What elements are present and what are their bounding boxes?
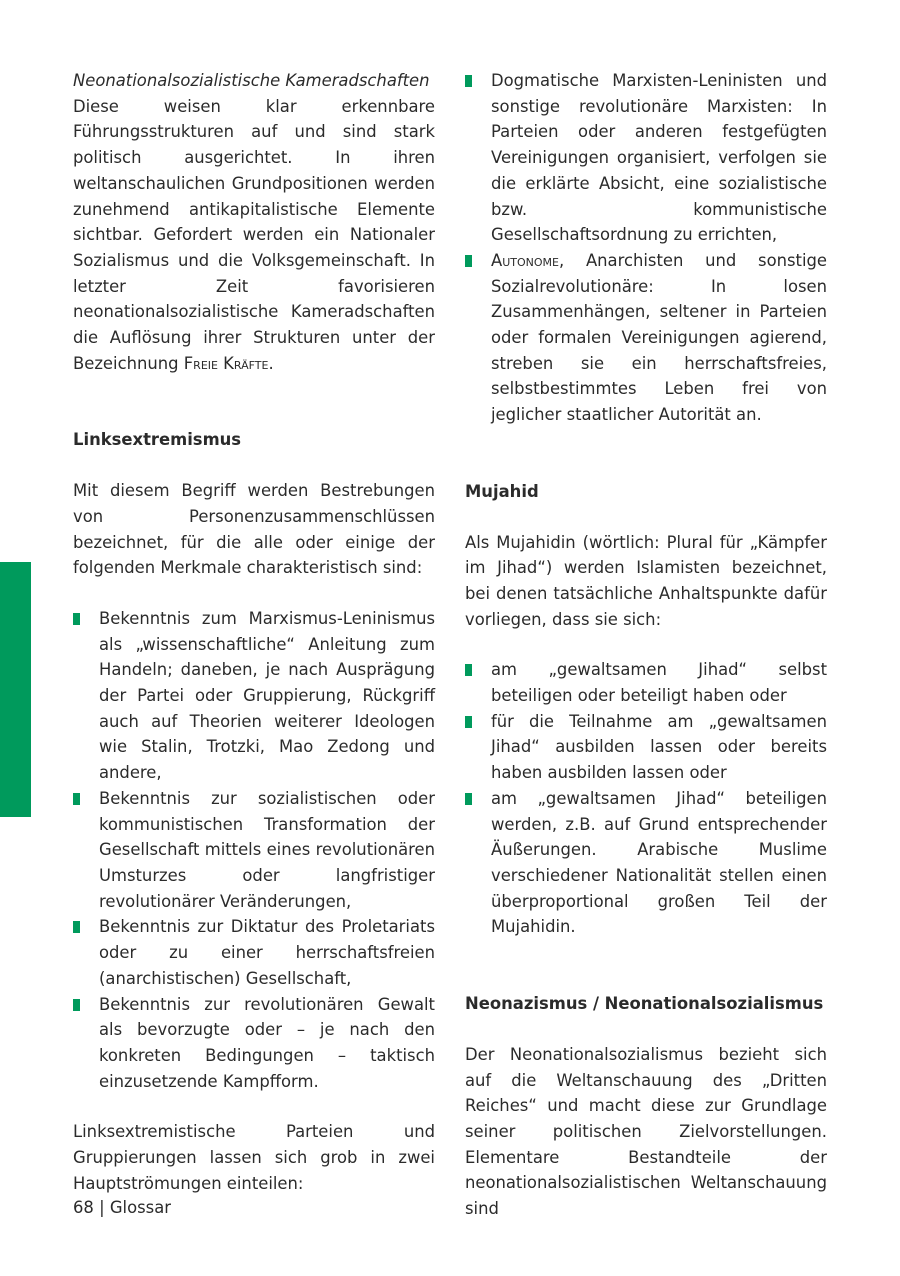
mujahid-heading: Mujahid — [465, 481, 539, 501]
bullet-square-icon — [465, 716, 472, 728]
list-item: Autonome, Anarchisten und sonstige Sozialrevolutionäre: In losen Zusammenhängen, seltener in Parteien oder formalen Vereinigungen agierend, streben sie ein herrschaftsfreies, selbstbestimmtes Leben frei von jeglicher staatlicher Autorität an. — [465, 248, 827, 428]
list-item: Bekenntnis zur revolutionären Gewalt als bevorzugte oder – je nach den konkreten Bedingungen – taktisch einzusetzende Kampfform. — [73, 992, 435, 1095]
bullet-square-icon — [465, 255, 472, 267]
list-item: Bekenntnis zur sozialistischen oder kommunistischen Transformation der Gesellschaft mittels eines revolutionären Umsturzes oder langfristiger revolutionärer Veränderungen, — [73, 786, 435, 915]
section-side-tab — [0, 562, 31, 817]
bullet-square-icon — [465, 75, 472, 87]
footer-separator: | — [99, 1198, 105, 1217]
footer-section: Glossar — [109, 1198, 171, 1217]
list-item: für die Teilnahme am „gewaltsamen Jihad“ ausbilden lassen oder bereits haben ausbilden lassen oder — [465, 709, 827, 786]
list-item: am „gewaltsamen Jihad“ beteiligen werden, z.B. auf Grund entsprechender Äußerungen. Arabische Muslime verschiedener Nationalität stellen einen überproportional großen Teil der Mujahidin. — [465, 786, 827, 940]
bullet-square-icon — [73, 921, 80, 933]
bullet-square-icon — [465, 664, 472, 676]
neonazismus-heading: Neonazismus / Neonationalsozialismus — [465, 994, 824, 1014]
bullet-square-icon — [73, 793, 80, 805]
bullet-square-icon — [73, 613, 80, 625]
linksextremismus-heading: Linksextremismus — [73, 430, 242, 450]
left-column — [73, 68, 435, 1196]
page-number: 68 — [73, 1198, 94, 1217]
right-column — [465, 68, 827, 1222]
bullet-square-icon — [465, 793, 472, 805]
list-item: Bekenntnis zur Diktatur des Proletariats oder zu einer herrschaftsfreien (anarchistischen) Gesellschaft, — [73, 914, 435, 991]
linksextremismus-list — [73, 606, 435, 1094]
list-item: am „gewaltsamen Jihad“ selbst beteiligen oder beteiligt haben oder — [465, 657, 827, 708]
hauptstroemungen-list — [465, 68, 827, 428]
kameradschaften-text: Diese weisen klar erkennbare Führungsstrukturen auf und sind stark politisch ausgerichtet. In ihren weltanschaulichen Grundpositionen werden zunehmend antikapitalistische Elemente sichtbar. Gefordert werden ein Nationaler Sozialismus und die Volksgemeinschaft. In letzter Zeit favorisieren neonationalsozialistische Kameradschaften die Auflösung ihrer Strukturen unter der Bezeichnung Freie Kräfte. — [73, 96, 435, 373]
autonome-term: Autonome — [491, 250, 559, 270]
mujahid-list — [465, 657, 827, 940]
linksextremismus-intro: Mit diesem Begriff werden Bestrebungen von Personenzusammenschlüssen bezeichnet, für die alle oder einige der folgenden Merkmale charakteristisch sind: — [73, 481, 435, 578]
neonazismus-text: Der Neonationalsozialismus bezieht sich auf die Weltanschauung des „Dritten Reiches“ und macht diese zur Grundlage seiner politischen Zielvorstellungen. Elementare Bestandteile der neonationalsozialistischen Weltanschauung sind — [465, 1044, 827, 1219]
kameradschaften-heading: Neonationalsozialistische Kameradschaften — [73, 71, 430, 90]
freie-kraefte-term: Freie Kräfte — [183, 353, 269, 373]
bullet-square-icon — [73, 999, 80, 1011]
linksextremismus-outro: Linksextremistische Parteien und Gruppierungen lassen sich grob in zwei Hauptströmungen einteilen: — [73, 1122, 435, 1193]
mujahid-intro: Als Mujahidin (wörtlich: Plural für „Kämpfer im Jihad“) werden Islamisten bezeichnet, bei denen tatsächliche Anhaltspunkte dafür vorliegen, dass sie sich: — [465, 532, 827, 629]
list-item: Bekenntnis zum Marxismus-Leninismus als „wissenschaftliche“ Anleitung zum Handeln; daneben, je nach Ausprägung der Partei oder Gruppierung, Rückgriff auch auf Theorien weiterer Ideologen wie Stalin, Trotzki, Mao Zedong und andere, — [73, 606, 435, 786]
list-item: Dogmatische Marxisten-Leninisten und sonstige revolutionäre Marxisten: In Parteien oder anderen festgefügten Vereinigungen organisiert, verfolgen sie die erklärte Absicht, eine sozialistische bzw. kommunistische Gesellschaftsordnung zu errichten, — [465, 68, 827, 248]
page-footer — [73, 1195, 171, 1220]
